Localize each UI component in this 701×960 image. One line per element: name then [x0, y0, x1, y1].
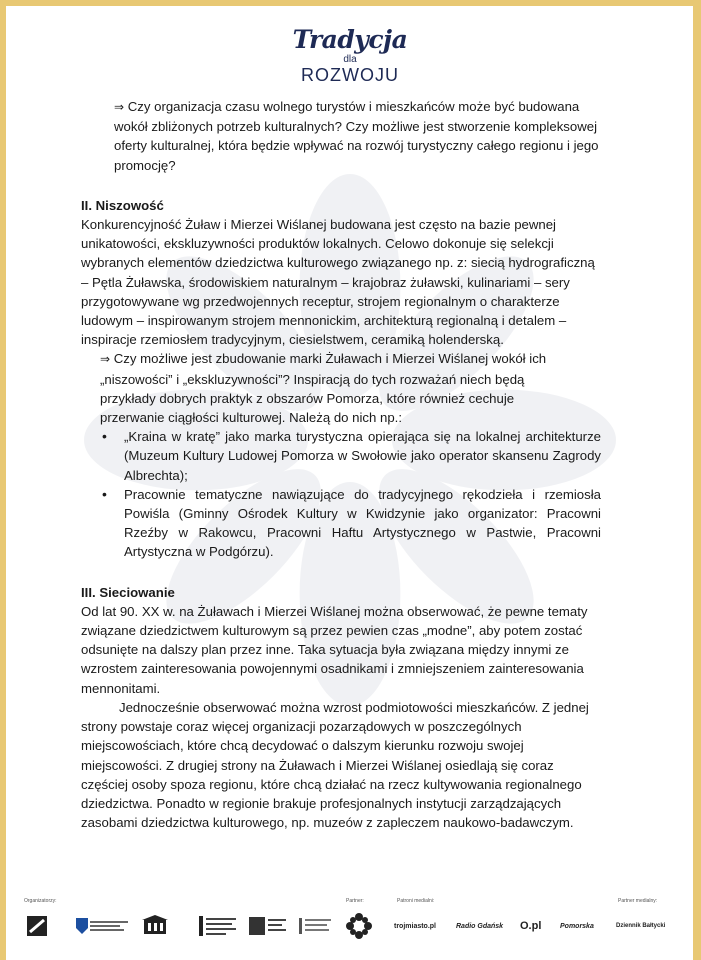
organizer-logo-3 — [140, 912, 170, 940]
examples-list — [81, 427, 601, 561]
question-1 — [81, 97, 601, 175]
trojmiasto-text: trojmiasto.pl — [394, 922, 437, 930]
culture-logo-icon — [248, 914, 288, 938]
pomorska-text: Pomorska — [560, 922, 594, 930]
question-1-text: Czy organizacja czasu wolnego turystów i mieszkańców może być budowana wokół zbliżonych potrzeb kulturalnych? Czy możliwe jest stworzenie kompleksowej oferty kulturalnej, która będzie wpływać na rozwój turystyczny całego regionu i jego promocję? — [114, 99, 599, 173]
organizer-logo-5 — [248, 912, 288, 940]
list-item: • „Kraina w kratę” jako marka turystyczna opierająca się na lokalnej architekturze (Muzeum Kultury Ludowej Pomorza w Swołowie jako operator skansenu Zagrody Albrechta); — [124, 427, 601, 485]
label-organizers: Organizatorzy: — [24, 898, 57, 904]
tradycja-logo — [280, 26, 420, 94]
organizer-logo-pomorskie — [74, 912, 130, 940]
building-logo-icon — [140, 914, 170, 938]
pomorskie-griffin-icon — [74, 916, 90, 936]
paragraph-sieciowanie-1: Od lat 90. XX w. na Żuławach i Mierzei Wiślanej można obserwować, że pewne tematy związane dziedzictwem kulturowym są przez pewien czas „modne”, aby potem zostać odsunięte na dalszy plan przez inne. Taka sytuacja była związana między innymi ze wzrostem zainteresowania powojennymi osadnikami i zmniejszeniem zainteresowania mennonitami. — [81, 603, 588, 696]
partner-logo — [344, 912, 374, 940]
list-item: • Pracownie tematyczne nawiązujące do tradycyjnego rękodzieła i rzemiosła Powiśla (Gminny Ośrodek Kultury w Kwidzynie jako organizator: Pracowni Rzeźby w Rakowcu, Pracowni Haftu Artystycznego w Pastwie, Pracowni Artystyczna w Podgórzu). — [124, 485, 601, 562]
logo-title: Tradycja — [292, 25, 408, 54]
institute-logo-icon — [298, 914, 332, 938]
media-logo-o — [520, 912, 541, 940]
radio-text: Radio Gdańsk — [456, 922, 504, 930]
arrow-right-icon: ⇒ — [100, 352, 111, 367]
organizer-logo-4 — [198, 912, 238, 940]
paragraph-sieciowanie-2: Jednocześnie obserwować można wzrost podmiotowości mieszkańców. Z jednej strony powstaje coraz więcej organizacji pozarządowych w poszczególnych miejscowościach, które chcą decydować o dalszym kierunku rozwoju swojej miejscowości. Z drugiej strony na Żuławach i Mierzei Wiślanej osiedlają się coraz częściej osoby spoza regionu, które chcą działać na rzecz kultywowania regionalnego dziedzictwa. Ponadto w regionie brakuje profesjonalnych instytucji zarządzających zasobami dziedzictwa kulturowego, np. muzeów z zapleczem naukowo-badawczym. — [81, 699, 589, 831]
arrow-right-icon: ⇒ — [114, 100, 125, 114]
document-body — [81, 97, 601, 832]
section-heading-sieciowanie: III. Sieciowanie — [81, 584, 175, 600]
media-logo-radio — [456, 912, 503, 940]
partner-flower-icon — [344, 911, 374, 941]
label-media-partner: Partner medialny: — [618, 898, 658, 904]
media-logo-trojmiasto — [394, 912, 436, 940]
sponsors-footer — [22, 898, 672, 948]
question-2-text: Czy możliwe jest zbudowanie marki Żuławach i Mierzei Wiślanej wokół ich „niszowości” i „ekskluzywności”? Inspiracją do tych rozważań niech będą przykłady dobrych praktyk z obszarów Pomorza, które również cechuje przerwanie ciągłości kulturowej. Należą do nich np.: — [100, 351, 547, 426]
label-partner: Partner: — [346, 898, 364, 904]
logo-dla: dla — [343, 54, 357, 65]
media-logo-pomorska — [560, 912, 594, 940]
dziennik-text: Dziennik Bałtycki — [616, 923, 666, 929]
logo-subtitle: ROZWOJU — [301, 65, 399, 85]
organizer-logo-1 — [26, 912, 48, 940]
question-2 — [81, 349, 579, 427]
square-logo-icon — [26, 915, 48, 937]
section-heading-niszowosc: II. Niszowość — [81, 197, 164, 213]
label-media: Patroni medialni: — [397, 898, 435, 904]
media-logo-dziennik — [616, 912, 666, 940]
pomorskie-text-icon — [90, 919, 130, 933]
organizer-logo-6 — [298, 912, 332, 940]
text-block-logo-icon — [198, 914, 238, 938]
o-pl-text: O.pl — [520, 920, 542, 932]
paragraph-niszowosc: Konkurencyjność Żuław i Mierzei Wiślanej budowana jest często na bazie pewnej unikatowości, ekskluzywności produktów lokalnych. Celowo dokonuje się selekcji wybranych elementów dziedzictwa kulturowego związanego np. z: siecią hydrograficzną – Pętla Żuławska, środowiskiem naturalnym – krajobraz żuławski, kulinariami – sery przygotowywane wg przedwojennych receptur, strojem regionalnym o charakterze ludowym – inspirowanym strojem mennonickim, architekturą regionalną i detalem – inspiracje rzemiosłem tradycyjnym, ciesielstwem, ceramiką holenderską. — [81, 217, 595, 348]
